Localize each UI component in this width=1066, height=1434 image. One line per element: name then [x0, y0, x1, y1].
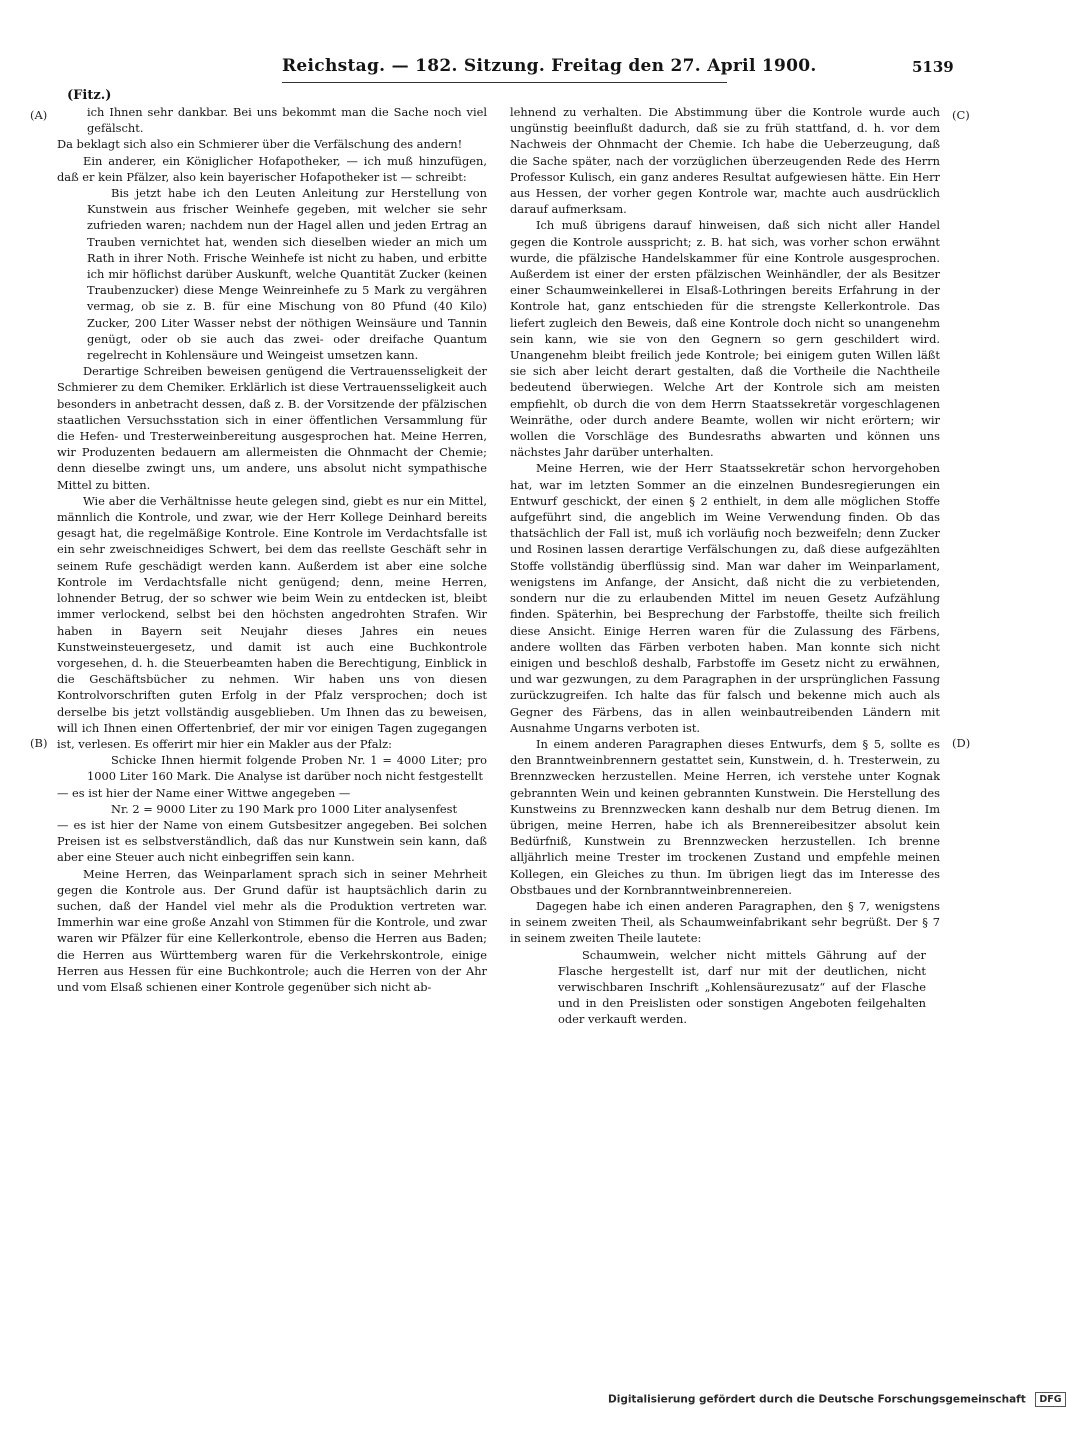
quoted-offer: Nr. 2 = 9000 Liter zu 190 Mark pro 1000 Liter analysenfest [111, 801, 458, 816]
paragraph: ich Ihnen sehr dankbar. Bei uns bekommt man die Sache noch viel gefälscht. [87, 105, 487, 136]
left-column [57, 104, 487, 1369]
paragraph: Meine Herren, das Weinparlament sprach sich in seiner Mehrheit gegen die Kontrole aus. Der Grund dafür ist hauptsächlich darin zu suchen, daß der Handel viel mehr als die Produktion vertreten war. Immerhin war eine große Anzahl von Stimmen für die Kontrole, und zwar waren wir Pfälzer für eine Kellerkontrole, ebenso die Herren aus Baden; die Herren aus Württemberg waren für die Verkehrskontrole, einige Herren aus Hessen für eine Buchkontrole; auch die Herren von der Ahr und vom Elsaß schienen einer Kontrole gegenüber sich nicht ab- [57, 866, 487, 994]
running-title: Reichstag. — 182. Sitzung. Freitag den 27. April 1900. [282, 56, 817, 76]
footer-credit [608, 1392, 1062, 1412]
paragraph: lehnend zu verhalten. Die Abstimmung über die Kontrole wurde auch ungünstig beeinflußt dadurch, daß sie zu früh stattfand, d. h. vor dem Nachweis der Ohnmacht der Chemie. Ich habe die Ueberzeugung, daß die Sache später, nach der vorzüglichen überzeugenden Rede des Herrn Professor Kulisch, ein ganz anderes Resultat aufgewiesen hätte. Ein Herr aus Hessen, der vorher gegen Kontrole war, machte auch ausdrücklich darauf aufmerksam. [510, 105, 940, 217]
header-rule [282, 82, 727, 83]
margin-mark-a: (A) [30, 108, 48, 122]
paragraph: Derartige Schreiben beweisen genügend die Vertrauensseligkeit der Schmierer zu dem Chemiker. Erklärlich ist diese Vertrauensseligkeit auch besonders in anbetracht dessen, daß z. B. der Vorsitzende der pfälzischen staatlichen Versuchsstation sich in einer öffentlichen Versammlung für die Hefen- und Tresterweinbereitung ausgesprochen hat. Meine Herren, wir Produzenten bedauern am allermeisten die Ohnmacht der Chemie; denn dieselbe zwingt uns, um andere, uns absolut nicht sympathische Mittel zu bitten. [57, 364, 487, 492]
margin-mark-b: (B) [30, 736, 48, 750]
quoted-letter: Bis jetzt habe ich den Leuten Anleitung zur Herstellung von Kunstwein aus frischer Weinhefe gegeben, mit welcher sie sehr zufrieden waren; nachdem nun der Hagel allen und jeden Ertrag an Trauben vernichtet hat, wenden sich dieselben wieder an mich um Rath in ihrer Noth. Frische Weinhefe ist nicht zu haben, und erbitte ich mir höflichst darüber Auskunft, welche Quantität Zucker (keinen Traubenzucker) diese Menge Weinreinhefe zu 5 Mark zu vergähren vermag, ob sie z. B. für eine Mischung von 80 Pfund (40 Kilo) Zucker, 200 Liter Wasser nebst der nöthigen Weinsäure und Tannin genügt, oder ob sie auch das zwei- oder dreifache Quantum regelrecht in Kohlensäure und Weingeist umsetzen kann. [87, 186, 487, 363]
page-header [0, 56, 1000, 84]
margin-mark-d: (D) [952, 736, 971, 750]
right-column [510, 104, 940, 1369]
quoted-offer: Schicke Ihnen hiermit folgende Proben Nr. 1 = 4000 Liter; pro 1000 Liter 160 Mark. Die Analyse ist darüber noch nicht festgestellt [87, 753, 487, 784]
paragraph: Wie aber die Verhältnisse heute gelegen sind, giebt es nur ein Mittel, männlich die Kontrole, und zwar, wie der Herr Kollege Deinhard bereits gesagt hat, die regelmäßige Kontrole. Eine Kontrole im Verdachtsfalle ist ein sehr zweischneidiges Schwert, bei dem das reellste Geschäft sehr in seinem Rufe geschädigt werden kann. Außerdem ist aber eine solche Kontrole im Verdachtsfalle nicht genügend; denn, meine Herren, lohnender Betrug, der so schwer wie beim Wein zu entdecken ist, bleibt immer verlockend, selbst bei den höchsten angedrohten Strafen. Wir haben in Bayern seit Neujahr dieses Jahres ein neues Kunstweinsteuergesetz, und damit ist auch eine Buchkontrole vorgesehen, d. h. die Steuerbeamten haben die Berechtigung, Einblick in die Geschäftsbücher zu nehmen. Wir haben uns von diesen Kontrolvorschriften guten Erfolg in der Pfalz versprochen; doch ist derselbe bis jetzt vollständig ausgeblieben. Um Ihnen das zu beweisen, will ich Ihnen einen Offertenbrief, der mir vor einigen Tagen zugegangen ist, verlesen. Es offerirt mir hier ein Makler aus der Pfalz: [57, 493, 487, 751]
dfg-logo: DFG [1035, 1392, 1065, 1407]
paragraph: In einem anderen Paragraphen dieses Entwurfs, dem § 5, sollte es den Branntweinbrennern gestattet sein, Kunstwein, d. h. Tresterwein, zu Brennzwecken herzustellen. Meine Herren, ich verstehe unter Kognak gebrannten Wein und keinen gebrannten Kunstwein. Die Herstellung des Kunstweins zu Brennzwecken kann deshalb nur dem Betrug dienen. Im übrigen, meine Herren, habe ich als Brennereibesitzer absolut kein Bedürfniß, Kunstwein zu Brennzwecken herzustellen. Ich brenne alljährlich meine Trester im trockenen Zustand und empfehle meinen Kollegen, ein Gleiches zu thun. Im übrigen liegt das im Interesse des Obstbaues und der Kornbranntweinbrennereien. [510, 736, 940, 897]
paragraph: — es ist hier der Name von einem Gutsbesitzer angegeben. Bei solchen Preisen ist es selbstverständlich, daß das nur Kunstwein sein kann, daß aber eine Steuer auch nicht einbegriffen sein kann. [57, 817, 487, 865]
aside-remark: — es ist hier der Name einer Wittwe angegeben — [57, 785, 351, 800]
page-number: 5139 [912, 58, 954, 76]
quoted-law-text: Schaumwein, welcher nicht mittels Gährung auf der Flasche hergestellt ist, darf nur mit der deutlichen, nicht verwischbaren Inschrift „Kohlensäurezusatz“ auf der Flasche und in den Preislisten oder sonstigen Angeboten feilgehalten oder verkauft werden. [558, 947, 926, 1027]
paragraph: Da beklagt sich also ein Schmierer über die Verfälschung des andern! [57, 137, 463, 152]
margin-mark-c: (C) [952, 108, 970, 122]
footer-text: Digitalisierung gefördert durch die Deutsche Forschungsgemeinschaft [608, 1393, 1026, 1406]
paragraph: Meine Herren, wie der Herr Staatssekretär schon hervorgehoben hat, war im letzten Sommer an die einzelnen Bundesregierungen ein Entwurf geschickt, der einen § 2 enthielt, in dem alle möglichen Stoffe aufgeführt sind, die angeblich im Weine Verwendung finden. Ob das thatsächlich der Fall ist, muß ich vorläufig noch bezweifeln; denn Zucker und Rosinen lassen derartige Verfälschungen zu, daß diese aufgezählten Stoffe vollständig überflüssig sind. Man war daher im Weinparlament, wenigstens im Anfange, der Ansicht, daß nicht die zu verbietenden, sondern nur die zu erlaubenden Mittel im neuen Gesetz Aufzählung finden. Späterhin, bei Besprechung der Farbstoffe, theilte sich freilich diese Ansicht. Einige Herren waren für die Zulassung des Färbens, andere wollten das Färben verboten haben. Man konnte sich nicht einigen und beschloß deshalb, Farbstoffe im Gesetz nicht zu erwähnen, und war gezwungen, zu dem Paragraphen in der ursprünglichen Fassung zurückzugreifen. Ich halte das für falsch und bekenne mich auch als Gegner des Färbens, das in allen weinbautreibenden Ländern mit Ausnahme Ungarns verboten ist. [510, 461, 940, 735]
paragraph: Dagegen habe ich einen anderen Paragraphen, den § 7, wenigstens in seinem zweiten Theil, als Schaumweinfabrikant sehr begrüßt. Der § 7 in seinem zweiten Theile lautete: [510, 898, 940, 946]
speaker-name: (Fitz.) [67, 88, 112, 103]
paragraph: Ich muß übrigens darauf hinweisen, daß sich nicht aller Handel gegen die Kontrole ausspricht; z. B. hat sich, was vorher schon erwähnt wurde, die pfälzische Handelskammer für eine Kontrole ausgesprochen. Außerdem ist einer der ersten pfälzischen Weinhändler, der als Besitzer einer Schaumweinkellerei in Elsaß-Lothringen bereits Erfahrung in der Kontrole hat, ganz entschieden für die strengste Kellerkontrole. Das liefert zugleich den Beweis, daß eine Kontrole doch nicht so unangenehm sein kann, wie sie von den Gegnern so gern geschildert wird. Unangenehm bleibt freilich jede Kontrole; bei einigem guten Willen läßt sie sich aber leicht derart gestalten, daß die Vortheile die Nachtheile bedeutend überwiegen. Welche Art der Kontrole sich am meisten empfiehlt, ob durch die von dem Herrn Staatssekretär vorgeschlagenen Weinräthe, oder durch andere Beamte, wollen wir nicht erörtern; wir wollen die Vorschläge des Bundesraths abwarten und können uns nächstes Jahr darüber unterhalten. [510, 218, 940, 460]
paragraph: Ein anderer, ein Königlicher Hofapotheker, — ich muß hinzufügen, daß er kein Pfälzer, also kein bayerischer Hofapotheker ist — schreibt: [57, 153, 487, 184]
